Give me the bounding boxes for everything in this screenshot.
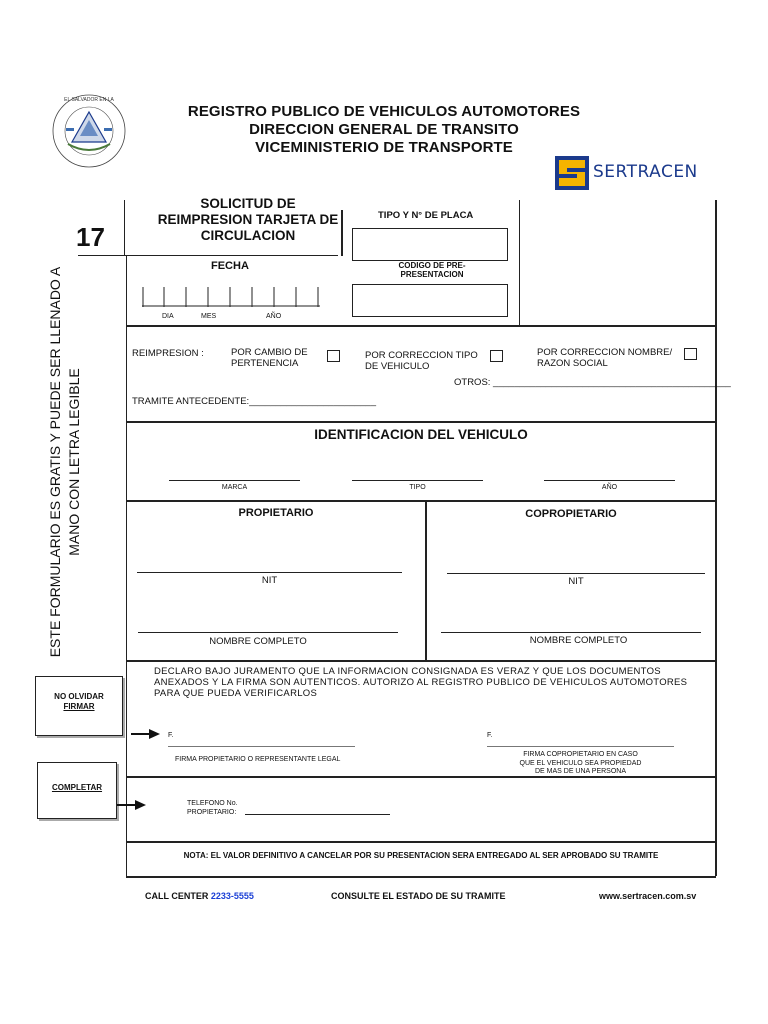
codigo-label	[372, 261, 492, 279]
propietario-title: PROPIETARIO	[238, 507, 314, 519]
dia-label: DIA	[162, 313, 174, 320]
placa-label: TIPO Y N° DE PLACA	[378, 210, 474, 221]
declaracion-line2: ANEXADOS Y LA FIRMA SON AUTENTICOS. AUTORIZO AL REGISTRO PUBLICO DE VEHICULOS AUTOMOTORES	[154, 677, 688, 688]
nota-text: NOTA: EL VALOR DEFINITIVO A CANCELAR POR SU PRESENTACION SERA ENTREGADO AL SER APROBADO SU TRAMITE	[183, 851, 659, 860]
vehiculo-title: IDENTIFICACION DEL VEHICULO	[314, 427, 528, 442]
form-title-line1: SOLICITUD DE	[200, 196, 296, 211]
completar-box	[37, 762, 117, 819]
side-note-line1: ESTE FORMULARIO ES GRATIS Y PUEDE SER LLENADO A	[47, 266, 63, 658]
vehiculo-anio-label: AÑO	[601, 484, 618, 491]
telefono-line2: PROPIETARIO:	[187, 809, 237, 816]
logo-text: SERTRACEN	[593, 162, 698, 182]
copropietario-nombre-label: NOMBRE COMPLETO	[529, 635, 628, 646]
reimpresion-label: REIMPRESION :	[132, 348, 204, 359]
option-correccion-tipo	[365, 350, 478, 372]
svg-text:EL SALVADOR EN LA: EL SALVADOR EN LA	[64, 97, 114, 103]
header-title-1: REGISTRO PUBLICO DE VEHICULOS AUTOMOTORES	[187, 103, 581, 120]
website-link[interactable]: www.sertracen.com.sv	[599, 891, 697, 901]
option-correccion-nombre	[537, 347, 672, 369]
call-center-label: CALL CENTER	[145, 891, 209, 901]
header-title-3: VICEMINISTERIO DE TRANSPORTE	[255, 139, 513, 156]
propietario-nit-label: NIT	[261, 575, 278, 586]
option1-line2: PERTENENCIA	[231, 358, 299, 369]
no-olvidar-firmar-box	[35, 676, 123, 736]
side-note-line2: MANO CON LETRA LEGIBLE	[66, 368, 82, 556]
copropietario-nit-label: NIT	[568, 576, 584, 587]
option1-line1: POR CAMBIO DE	[231, 347, 308, 358]
checkbox-correccion-tipo[interactable]	[490, 350, 503, 362]
declaracion-text	[154, 666, 687, 699]
side-note	[46, 262, 106, 662]
propietario-nombre-label: NOMBRE COMPLETO	[209, 636, 307, 647]
option-cambio-pertenencia	[231, 347, 308, 369]
firma1-prefix: F.	[168, 732, 174, 739]
sertracen-logo	[555, 156, 705, 190]
telefono-input[interactable]	[245, 814, 390, 815]
fecha-input[interactable]	[142, 287, 320, 307]
checkbox-cambio-pertenencia[interactable]	[327, 350, 340, 362]
no-olvidar-text: NO OLVIDAR	[54, 692, 104, 701]
header-title-2: DIRECCION GENERAL DE TRANSITO	[249, 121, 519, 138]
firmar-text: FIRMAR	[63, 702, 95, 711]
option2-line1: POR CORRECCION TIPO	[365, 350, 478, 361]
form-number: 17	[76, 222, 105, 252]
telefono-label	[187, 799, 238, 817]
placa-input[interactable]	[352, 228, 508, 261]
consulte-text: CONSULTE EL ESTADO DE SU TRAMITE	[331, 891, 506, 901]
telefono-line1: TELEFONO No.	[187, 800, 238, 807]
firma2-prefix: F.	[487, 732, 493, 739]
firma-copropietario-label	[487, 751, 674, 777]
tramite-antecedente-field[interactable]: TRAMITE ANTECEDENTE:________________________	[132, 396, 376, 407]
call-center-number[interactable]: 2233-5555	[210, 891, 254, 901]
codigo-label-line1: CODIGO DE PRE-	[398, 261, 466, 270]
anio-label: AÑO	[266, 313, 282, 320]
firma2-line1: FIRMA COPROPIETARIO EN CASO	[523, 751, 638, 758]
declaracion-line1: DECLARO BAJO JURAMENTO QUE LA INFORMACION CONSIGNADA ES VERAZ Y QUE LOS DOCUMENTOS	[154, 666, 661, 677]
declaracion-line3: PARA QUE PUEDA VERIFICARLOS	[154, 688, 318, 699]
mes-label: MES	[201, 313, 217, 320]
firma-arrow-icon	[131, 727, 161, 745]
tipo-label: TIPO	[409, 484, 426, 491]
codigo-label-line2: PRESENTACION	[400, 270, 464, 279]
option3-line2: RAZON SOCIAL	[537, 358, 608, 369]
call-center	[145, 891, 254, 901]
fecha-label: FECHA	[211, 260, 249, 272]
completar-arrow-icon	[117, 798, 147, 816]
option3-line1: POR CORRECCION NOMBRE/	[537, 347, 673, 358]
codigo-input[interactable]	[352, 284, 508, 317]
form-title-line2: REIMPRESION TARJETA DE	[157, 212, 339, 227]
form-title-line3: CIRCULACION	[200, 228, 296, 243]
marca-label: MARCA	[221, 484, 248, 491]
checkbox-correccion-nombre[interactable]	[684, 348, 697, 360]
sertracen-logo-icon	[555, 156, 589, 190]
otros-field[interactable]: OTROS: _____________________________________________	[454, 377, 731, 388]
firma2-line3: DE MAS DE UNA PERSONA	[534, 768, 627, 775]
firma2-line2: QUE EL VEHICULO SEA PROPIEDAD	[519, 759, 642, 767]
copropietario-title: COPROPIETARIO	[525, 508, 617, 520]
option2-line2: DE VEHICULO	[365, 361, 430, 372]
form-title	[128, 196, 368, 244]
firma-propietario-label: FIRMA PROPIETARIO O REPRESENTANTE LEGAL	[175, 756, 341, 763]
completar-text: COMPLETAR	[51, 783, 103, 792]
